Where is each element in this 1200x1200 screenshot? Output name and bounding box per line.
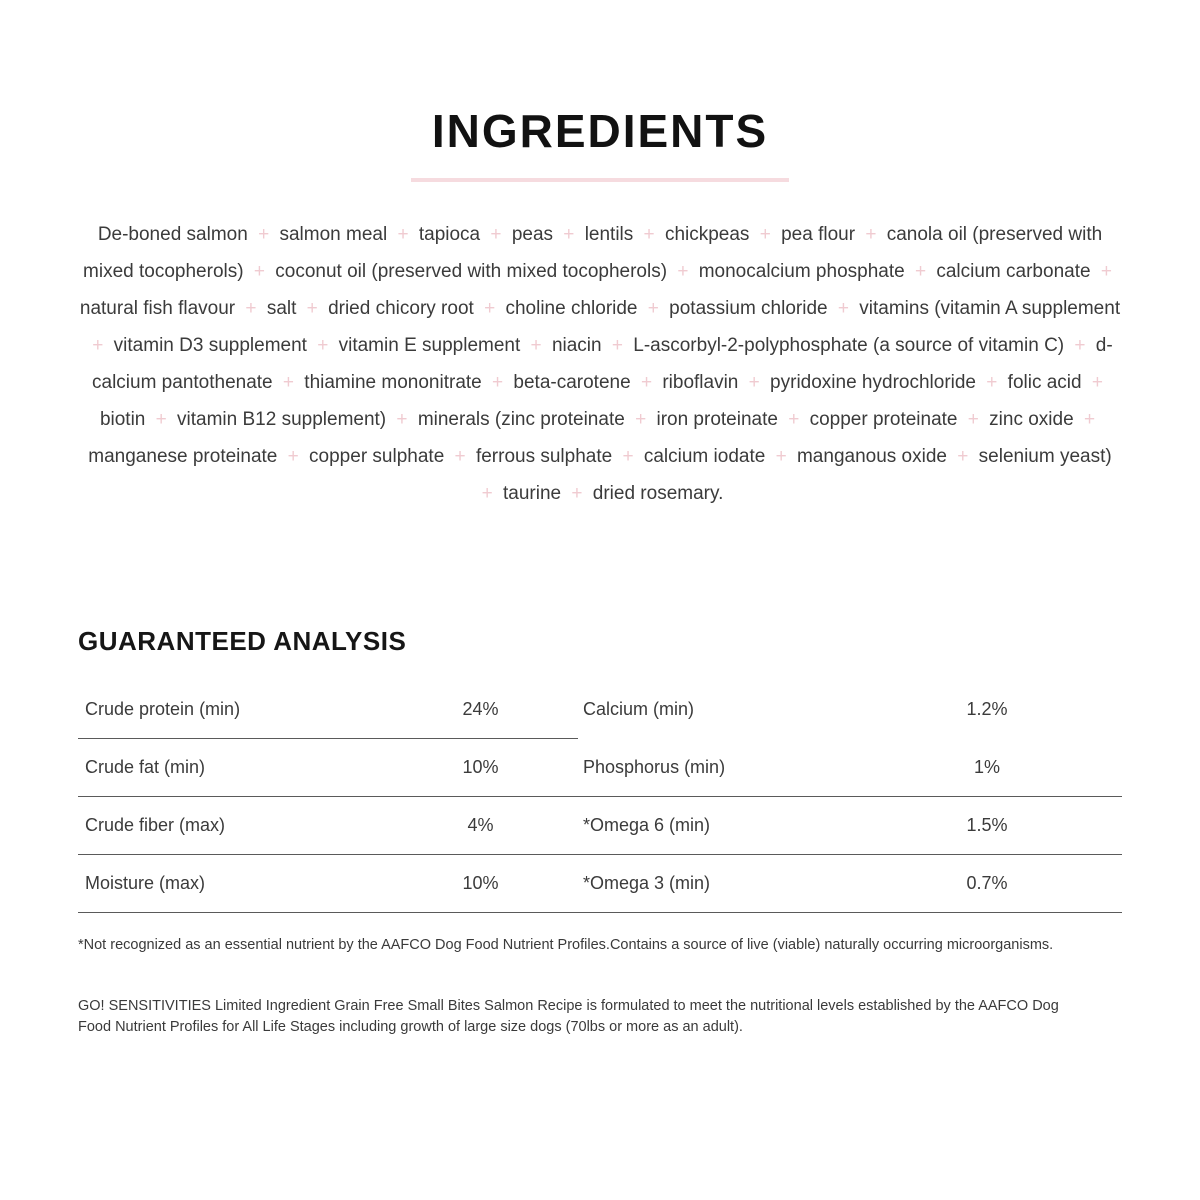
plus-separator: +	[530, 335, 542, 356]
ingredient-item: dried rosemary.	[592, 483, 724, 504]
plus-separator: +	[454, 446, 466, 467]
plus-separator: +	[643, 224, 655, 245]
plus-separator: +	[155, 409, 167, 430]
ingredient-item: niacin	[551, 335, 602, 356]
analysis-label: Crude protein (min)	[85, 699, 241, 719]
ingredient-item: iron proteinate	[656, 409, 778, 430]
plus-separator: +	[957, 446, 969, 467]
analysis-row-left-half	[78, 855, 578, 912]
plus-separator: +	[914, 261, 927, 282]
analysis-value: 0.7%	[966, 873, 1008, 893]
guaranteed-analysis-heading: GUARANTEED ANALYSIS	[78, 626, 407, 656]
plus-separator: +	[1083, 409, 1096, 430]
plus-separator: +	[759, 224, 771, 245]
analysis-value: 1.5%	[966, 815, 1008, 835]
ingredient-item: vitamin D3 supplement	[113, 335, 307, 356]
plus-separator: +	[245, 298, 257, 319]
plus-separator: +	[748, 372, 760, 393]
title-divider	[411, 178, 789, 182]
plus-separator: +	[677, 261, 689, 282]
ingredient-item: taurine	[503, 483, 562, 504]
analysis-row-right-half	[578, 739, 1122, 796]
analysis-value: 10%	[462, 757, 499, 777]
ingredient-item: natural fish flavour	[79, 298, 236, 319]
plus-separator: +	[571, 483, 583, 504]
plus-separator: +	[317, 335, 329, 356]
ingredient-item: pyridoxine hydrochloride	[770, 372, 976, 393]
analysis-label: Crude fat (min)	[85, 757, 206, 777]
analysis-label: *Omega 3 (min)	[583, 873, 711, 893]
plus-separator: +	[635, 409, 647, 430]
analysis-row-right-half	[578, 797, 1122, 854]
ingredient-item: vitamins (vitamin A supplement	[859, 298, 1121, 319]
ingredient-item: calcium carbonate	[936, 261, 1091, 282]
ingredient-item: L-ascorbyl-2-polyphosphate (a source of vitamin C)	[633, 335, 1065, 356]
plus-separator: +	[837, 298, 849, 319]
analysis-row	[78, 681, 1122, 739]
analysis-row-right-half	[578, 681, 1122, 738]
analysis-row-right-half	[578, 855, 1122, 912]
ingredient-item: copper proteinate	[809, 409, 958, 430]
ingredient-item: choline chloride	[505, 298, 638, 319]
analysis-row	[78, 797, 1122, 855]
ingredient-item: salmon meal	[279, 224, 388, 245]
aafco-statement: GO! SENSITIVITIES Limited Ingredient Grain Free Small Bites Salmon Recipe is formulated to meet the nutritional levels established by the AAFCO Dog Food Nutrient Profiles for All Life Stages including growth of large size dogs (70lbs or more as an adult).	[78, 998, 1059, 1035]
ingredient-item: lentils	[584, 224, 634, 245]
ingredient-item: copper sulphate	[309, 446, 445, 467]
ingredient-item: vitamin E supplement	[338, 335, 521, 356]
analysis-value: 1.2%	[966, 699, 1008, 719]
plus-separator: +	[287, 446, 299, 467]
ingredient-item: salt	[266, 298, 297, 319]
plus-separator: +	[563, 224, 575, 245]
guaranteed-analysis-table	[78, 681, 1122, 913]
ingredient-item: canola oil (preserved with mixed tocopherols)	[83, 224, 1103, 282]
ingredients-paragraph	[77, 216, 1123, 512]
analysis-value: 24%	[462, 699, 499, 719]
ingredient-item: coconut oil (preserved with mixed tocopherols)	[275, 261, 668, 282]
plus-separator: +	[775, 446, 787, 467]
analysis-label: *Omega 6 (min)	[583, 815, 711, 835]
plus-separator: +	[92, 335, 104, 356]
plus-separator: +	[490, 224, 502, 245]
plus-separator: +	[253, 261, 265, 282]
plus-separator: +	[788, 409, 800, 430]
ingredient-item: manganous oxide	[796, 446, 947, 467]
ingredient-item: De-boned salmon	[97, 224, 248, 245]
plus-separator: +	[481, 483, 493, 504]
analysis-row	[78, 855, 1122, 913]
plus-separator: +	[967, 409, 979, 430]
plus-separator: +	[622, 446, 634, 467]
analysis-value: 1%	[973, 757, 1000, 777]
analysis-label: Calcium (min)	[583, 699, 695, 719]
analysis-label: Crude fiber (max)	[85, 815, 226, 835]
ingredient-item: dried chicory root	[328, 298, 474, 319]
analysis-label: Moisture (max)	[85, 873, 206, 893]
ingredient-item: selenium yeast)	[978, 446, 1112, 467]
ingredient-item: minerals (zinc proteinate	[417, 409, 625, 430]
ingredient-item: thiamine mononitrate	[304, 372, 482, 393]
analysis-footnote: *Not recognized as an essential nutrient by the AAFCO Dog Food Nutrient Profiles.Contains a source of live (viable) naturally occurring microorganisms.	[78, 937, 1054, 953]
plus-separator: +	[1091, 372, 1103, 393]
ingredient-item: vitamin B12 supplement)	[177, 409, 387, 430]
ingredient-item: peas	[511, 224, 554, 245]
plus-separator: +	[986, 372, 998, 393]
analysis-value: 4%	[467, 815, 494, 835]
analysis-label: Phosphorus (min)	[583, 757, 726, 777]
ingredient-item: manganese proteinate	[88, 446, 278, 467]
plus-separator: +	[640, 372, 653, 393]
ingredient-item: ferrous sulphate	[475, 446, 613, 467]
ingredient-item: tapioca	[418, 224, 481, 245]
analysis-row-left-half	[78, 739, 578, 796]
plus-separator: +	[647, 298, 659, 319]
plus-separator: +	[1100, 261, 1112, 282]
plus-separator: +	[611, 335, 623, 356]
ingredient-item: pea flour	[781, 224, 856, 245]
ingredients-title: INGREDIENTS	[431, 105, 769, 157]
ingredient-item: zinc oxide	[989, 409, 1074, 430]
plus-separator: +	[484, 298, 496, 319]
ingredient-item: riboflavin	[662, 372, 739, 393]
ingredient-item: biotin	[99, 409, 146, 430]
ingredient-item: chickpeas	[664, 224, 750, 245]
ingredient-item: folic acid	[1007, 372, 1082, 393]
ingredient-item: beta-carotene	[513, 372, 631, 393]
plus-separator: +	[396, 409, 408, 430]
plus-separator: +	[397, 224, 409, 245]
analysis-row-left-half	[78, 797, 578, 854]
ingredient-item: monocalcium phosphate	[698, 261, 905, 282]
plus-separator: +	[865, 224, 877, 245]
plus-separator: +	[258, 224, 270, 245]
ingredient-item: potassium chloride	[669, 298, 828, 319]
ingredient-item: calcium iodate	[643, 446, 766, 467]
plus-separator: +	[492, 372, 504, 393]
ingredient-item: d-calcium pantothenate	[92, 335, 1113, 393]
analysis-row-left-half	[78, 681, 578, 739]
analysis-row	[78, 739, 1122, 797]
plus-separator: +	[306, 298, 318, 319]
analysis-value: 10%	[462, 873, 499, 893]
plus-separator: +	[1074, 335, 1086, 356]
plus-separator: +	[282, 372, 295, 393]
